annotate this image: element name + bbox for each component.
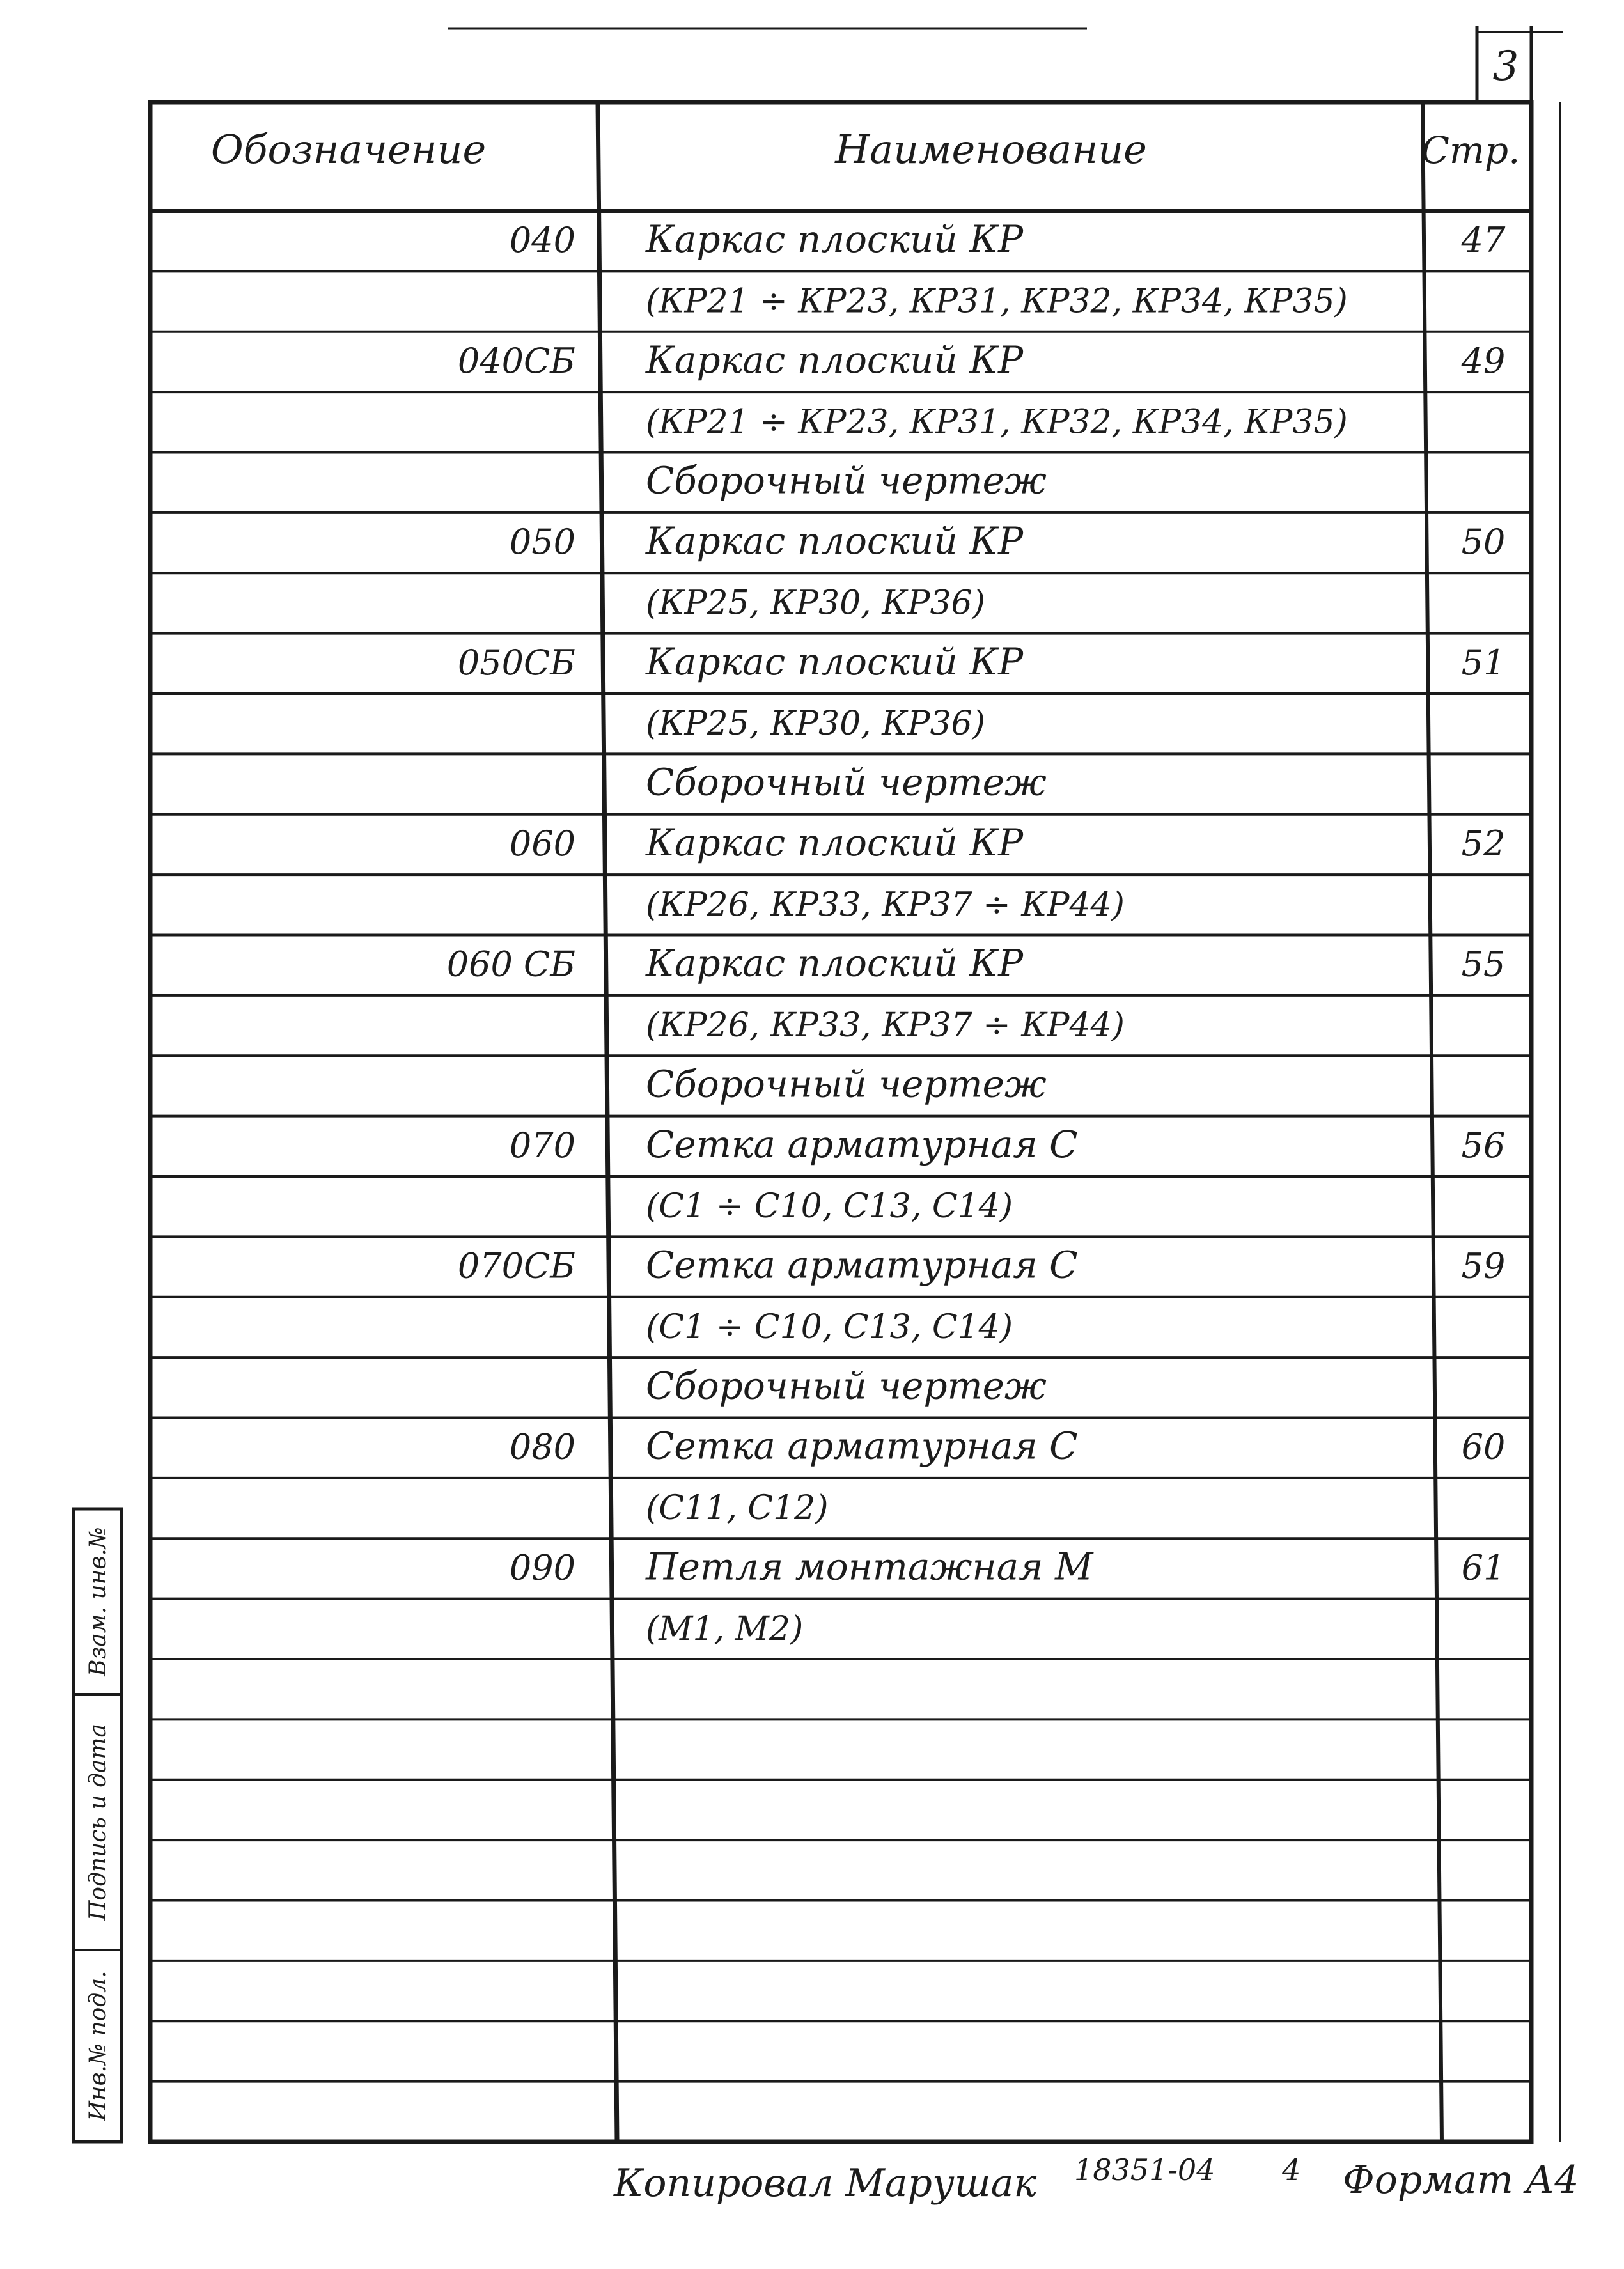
table-row	[150, 1056, 1531, 1105]
row-page: 59	[1461, 1245, 1506, 1286]
table-row	[150, 1538, 1531, 1588]
row-designation: 060 СБ	[446, 944, 575, 985]
row-designation: 070	[509, 1125, 575, 1166]
row-name: Сетка арматурная С	[646, 1243, 1078, 1287]
row-name: Сборочный чертеж	[646, 458, 1047, 503]
footer-format: Формат А4	[1343, 2158, 1579, 2203]
row-name: Сборочный чертеж	[646, 760, 1047, 804]
row-designation: 050СБ	[457, 642, 575, 683]
row-designation: 090	[509, 1547, 575, 1588]
row-name: (КР21 ÷ КР23, КР31, КР32, КР34, КР35)	[646, 282, 1348, 321]
row-page: 60	[1461, 1426, 1506, 1467]
row-page: 50	[1461, 522, 1506, 563]
row-name: Каркас плоский КР	[646, 639, 1024, 683]
row-name: (С1 ÷ С10, С13, С14)	[646, 1307, 1013, 1346]
table-row	[150, 1297, 1531, 1346]
table-row	[150, 513, 1531, 563]
row-name: Сборочный чертеж	[646, 1062, 1047, 1106]
row-name: Петля монтажная М	[646, 1545, 1093, 1589]
row-name: Сетка арматурная С	[646, 1122, 1078, 1166]
table-row	[150, 935, 1531, 985]
row-designation: 060	[509, 823, 575, 864]
table-row	[150, 1599, 1531, 1648]
table-row	[150, 1176, 1531, 1226]
row-name: (С11, С12)	[646, 1489, 829, 1528]
row-name: (КР25, КР30, КР36)	[646, 584, 985, 623]
row-name: (М1, М2)	[646, 1609, 804, 1648]
row-name: (КР26, КР33, КР37 ÷ КР44)	[646, 1006, 1125, 1045]
row-page: 55	[1461, 944, 1506, 985]
table-row	[150, 815, 1531, 864]
row-page: 56	[1461, 1125, 1506, 1166]
row-name: (С1 ÷ С10, С13, С14)	[646, 1187, 1013, 1226]
row-name: (КР26, КР33, КР37 ÷ КР44)	[646, 885, 1125, 924]
table-header	[150, 126, 1531, 211]
table-row	[150, 1478, 1531, 1527]
row-designation: 070СБ	[457, 1245, 575, 1286]
table-rows	[150, 217, 1531, 2081]
footer-sheet: 4	[1282, 2153, 1301, 2187]
stamp-signature-date: Подпись и дата	[85, 1724, 111, 1921]
row-page: 52	[1461, 823, 1506, 864]
table-row	[150, 1357, 1531, 1407]
table-row	[150, 1116, 1531, 1166]
row-page: 51	[1461, 642, 1506, 683]
row-designation: 080	[509, 1426, 575, 1467]
footer	[613, 2153, 1579, 2206]
header-name: Наименование	[835, 126, 1147, 173]
footer-doc-code: 18351-04	[1074, 2153, 1215, 2187]
row-page: 61	[1461, 1547, 1506, 1588]
row-name: Сетка арматурная С	[646, 1424, 1078, 1468]
side-stamp	[74, 1509, 121, 2142]
row-name: Сборочный чертеж	[646, 1364, 1047, 1408]
row-designation: 040СБ	[457, 340, 575, 381]
row-name: Каркас плоский КР	[646, 519, 1024, 563]
row-name: Каркас плоский КР	[646, 338, 1024, 382]
table-row	[150, 995, 1531, 1045]
table-row	[150, 453, 1531, 503]
table-row	[150, 694, 1531, 743]
header-designation: Обозначение	[210, 126, 487, 173]
stamp-inv-no: Инв.№ подл.	[85, 1970, 111, 2121]
table-row	[150, 573, 1531, 622]
row-page: 49	[1461, 340, 1506, 381]
row-name: Каркас плоский КР	[646, 217, 1024, 261]
table-row	[150, 754, 1531, 804]
row-designation: 050	[509, 522, 575, 563]
row-name: Каркас плоский КР	[646, 820, 1024, 864]
table-row	[150, 634, 1531, 683]
table-row	[150, 875, 1531, 924]
table-row	[150, 1236, 1531, 1286]
table-row	[150, 332, 1531, 382]
stamp-replaces-inv: Взам. инв.№	[85, 1527, 111, 1676]
row-name: (КР21 ÷ КР23, КР31, КР32, КР34, КР35)	[646, 403, 1348, 442]
row-name: (КР25, КР30, КР36)	[646, 705, 985, 744]
table-row	[510, 217, 1506, 261]
row-designation: 040	[509, 220, 575, 261]
sheet-number: 3	[1492, 43, 1519, 90]
footer-copied-by: Копировал Марушак	[614, 2161, 1037, 2206]
table-row	[150, 392, 1531, 441]
table-row	[150, 1418, 1531, 1468]
header-page: Стр.	[1421, 129, 1520, 172]
row-name: Каркас плоский КР	[646, 941, 1024, 985]
table-row	[150, 271, 1531, 320]
row-page: 47	[1461, 220, 1506, 261]
